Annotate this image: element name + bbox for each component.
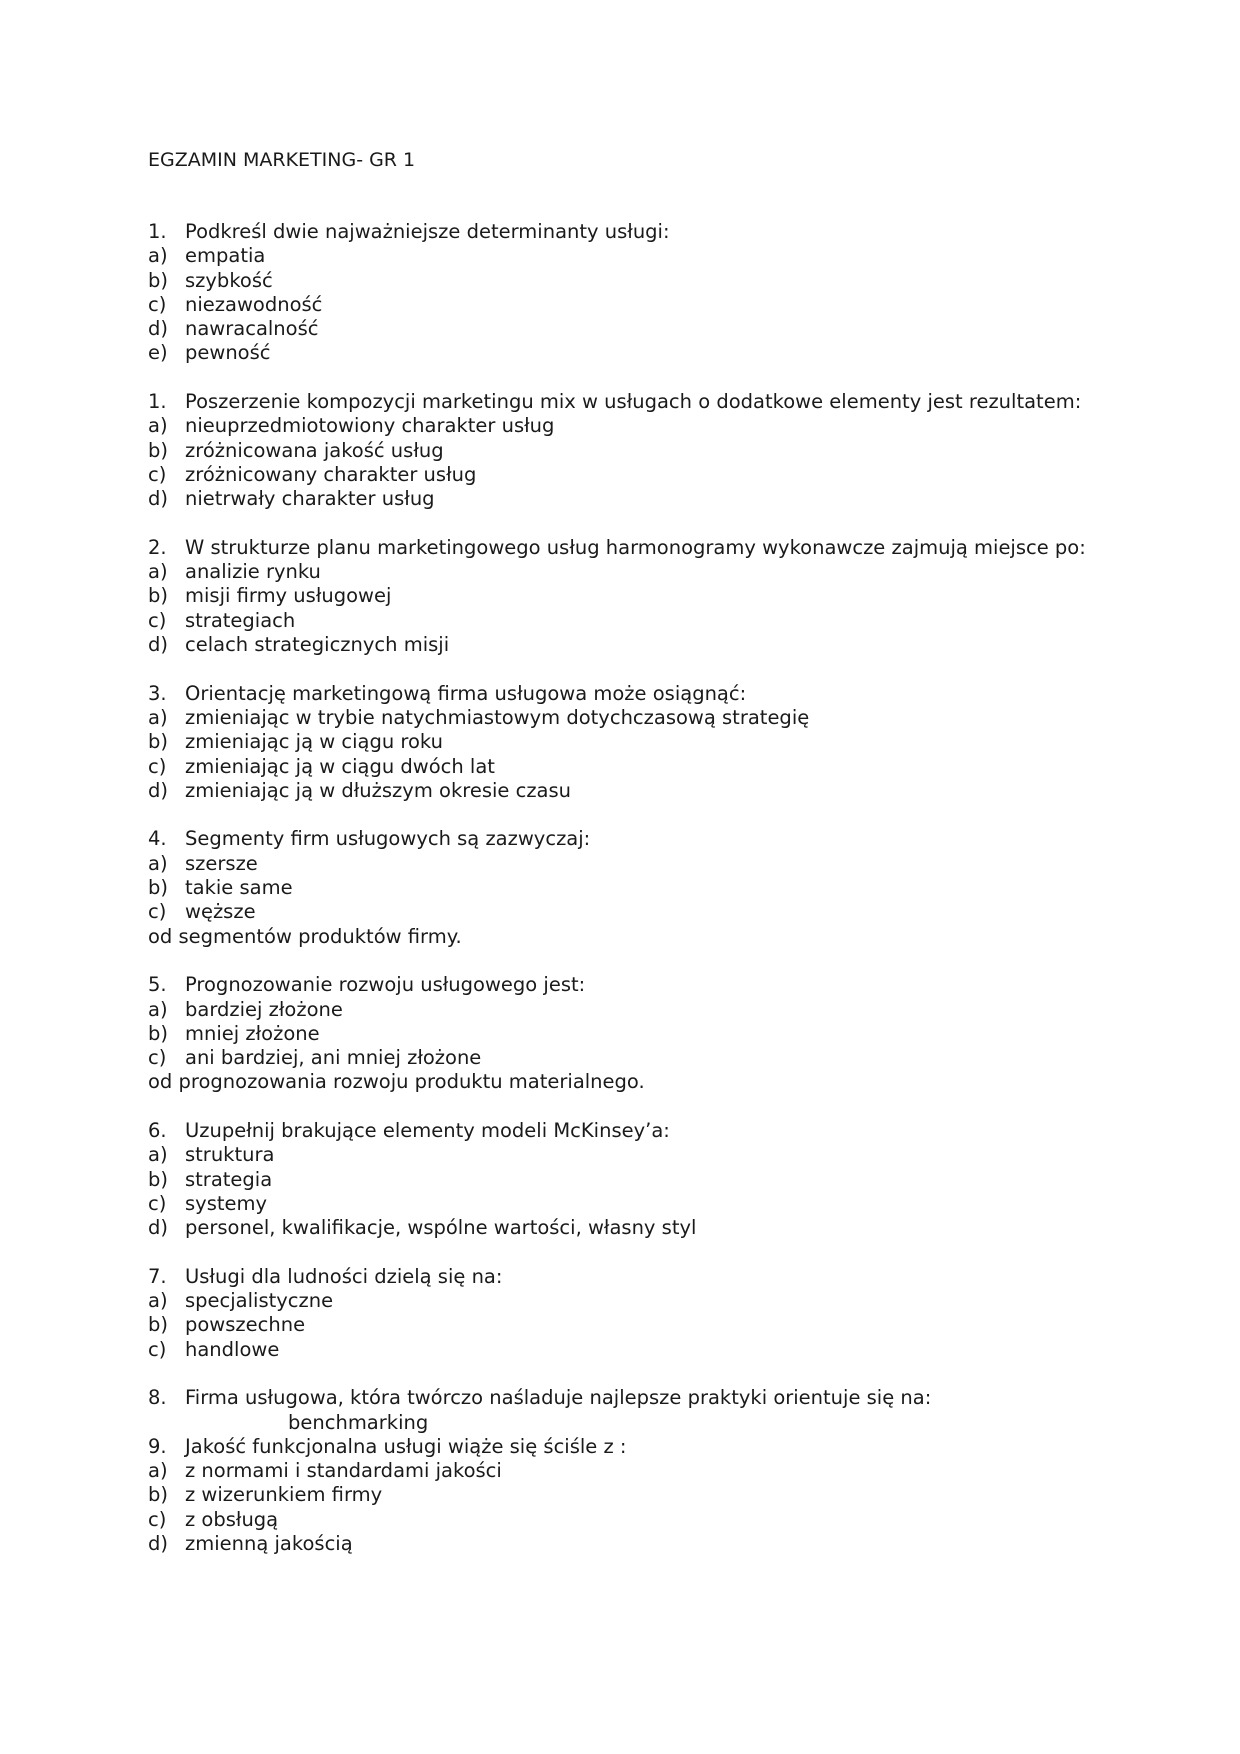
- question-line: [148, 1386, 1092, 1410]
- option-text: z wizerunkiem firmy: [185, 1483, 383, 1507]
- option-label: a): [148, 705, 168, 729]
- option-line: [148, 1143, 1092, 1167]
- option-text: szybkość: [185, 268, 273, 292]
- option-text: empatia: [185, 244, 266, 268]
- option-text: personel, kwalifikacje, wspólne wartości, własny styl: [185, 1216, 697, 1240]
- option-label: b): [148, 1313, 168, 1337]
- option-line: [148, 244, 1092, 268]
- question-block: [148, 827, 1092, 948]
- option-label: c): [148, 900, 167, 924]
- option-line: [148, 293, 1092, 317]
- option-label: b): [148, 438, 168, 462]
- option-label: b): [148, 1167, 168, 1191]
- option-label: b): [148, 1021, 168, 1045]
- question-line: [148, 1119, 1092, 1143]
- option-label: b): [148, 1483, 168, 1507]
- option-line: [148, 414, 1092, 438]
- question-text: Orientację marketingową firma usługowa może osiągnąć:: [185, 681, 747, 705]
- option-line: [148, 1313, 1092, 1337]
- option-label: b): [148, 730, 168, 754]
- option-line: [148, 1289, 1092, 1313]
- option-text: handlowe: [185, 1337, 280, 1361]
- option-line: [148, 341, 1092, 365]
- option-label: e): [148, 341, 168, 365]
- option-label: d): [148, 317, 168, 341]
- question-block: [148, 1119, 1092, 1240]
- question-text: Segmenty firm usługowych są zazwyczaj:: [185, 827, 591, 851]
- option-text: z obsługą: [185, 1507, 279, 1531]
- question-number: 3.: [148, 681, 167, 705]
- question-list: [148, 220, 1092, 1581]
- option-label: c): [148, 462, 167, 486]
- option-line: [148, 730, 1092, 754]
- option-label: a): [148, 244, 168, 268]
- question-number: 1.: [148, 390, 167, 414]
- option-label: a): [148, 1289, 168, 1313]
- option-label: d): [148, 633, 168, 657]
- option-label: d): [148, 778, 168, 802]
- question-number: 4.: [148, 827, 167, 851]
- question-text: Prognozowanie rozwoju usługowego jest:: [185, 973, 586, 997]
- option-line: [148, 1192, 1092, 1216]
- question-number: 7.: [148, 1264, 167, 1288]
- question-line: [148, 973, 1092, 997]
- question-line: [148, 1435, 1092, 1459]
- question-trailing-text: od segmentów produktów firmy.: [148, 924, 462, 948]
- option-label: a): [148, 1459, 168, 1483]
- option-line: [148, 1046, 1092, 1070]
- option-label: b): [148, 584, 168, 608]
- option-line: [148, 317, 1092, 341]
- exam-title: EGZAMIN MARKETING- GR 1: [148, 149, 416, 171]
- option-label: d): [148, 1216, 168, 1240]
- option-label: c): [148, 1337, 167, 1361]
- option-text: powszechne: [185, 1313, 306, 1337]
- option-label: b): [148, 268, 168, 292]
- option-label: c): [148, 608, 167, 632]
- option-label: a): [148, 414, 168, 438]
- option-text: specjalistyczne: [185, 1289, 334, 1313]
- option-line: [148, 706, 1092, 730]
- question-number: 2.: [148, 535, 167, 559]
- option-line: [148, 584, 1092, 608]
- question-block: [148, 220, 1092, 366]
- option-text: mniej złożone: [185, 1021, 320, 1045]
- option-line: [148, 1483, 1092, 1507]
- option-line: [148, 852, 1092, 876]
- option-text: zróżnicowany charakter usług: [185, 462, 477, 486]
- option-text: strategiach: [185, 608, 296, 632]
- question-block: [148, 536, 1092, 657]
- option-line: [148, 1168, 1092, 1192]
- question-block: [148, 1265, 1092, 1362]
- option-line: [148, 463, 1092, 487]
- option-text: nawracalność: [185, 317, 319, 341]
- question-answer: benchmarking: [288, 1410, 429, 1434]
- option-text: zróżnicowana jakość usług: [185, 438, 444, 462]
- option-line: [148, 876, 1092, 900]
- option-line: [148, 1532, 1092, 1556]
- option-line: [148, 1338, 1092, 1362]
- option-line: [148, 269, 1092, 293]
- option-text: analizie rynku: [185, 560, 321, 584]
- option-line: [148, 755, 1092, 779]
- question-text: Firma usługowa, która twórczo naśladuje najlepsze praktyki orientuje się na:: [185, 1386, 932, 1410]
- option-text: systemy: [185, 1191, 268, 1215]
- option-text: celach strategicznych misji: [185, 633, 450, 657]
- option-text: zmieniając ją w ciągu roku: [185, 730, 443, 754]
- question-number: 9.: [148, 1434, 167, 1458]
- option-label: a): [148, 997, 168, 1021]
- question-text: Jakość funkcjonalna usługi wiąże się ściśle z :: [185, 1434, 627, 1458]
- option-label: b): [148, 876, 168, 900]
- question-line: [148, 390, 1092, 414]
- question-line: [148, 1265, 1092, 1289]
- option-line: [148, 560, 1092, 584]
- question-number: 1.: [148, 220, 167, 243]
- option-label: d): [148, 1532, 168, 1556]
- question-text: Poszerzenie kompozycji marketingu mix w usługach o dodatkowe elementy jest rezultatem:: [185, 390, 1082, 414]
- question-trailing-text: od prognozowania rozwoju produktu materialnego.: [148, 1070, 645, 1094]
- option-line: [148, 609, 1092, 633]
- question-text: Podkreśl dwie najważniejsze determinanty usługi:: [185, 220, 670, 243]
- option-text: z normami i standardami jakości: [185, 1459, 502, 1483]
- option-line: [148, 779, 1092, 803]
- option-text: węższe: [185, 900, 256, 924]
- option-label: a): [148, 1143, 168, 1167]
- option-line: [148, 439, 1092, 463]
- question-line: [148, 827, 1092, 851]
- question-number: 8.: [148, 1386, 167, 1410]
- question-text: W strukturze planu marketingowego usług harmonogramy wykonawcze zajmują miejsce po:: [185, 535, 1086, 559]
- question-text: Uzupełnij brakujące elementy modeli McKinsey’a:: [185, 1118, 670, 1142]
- option-text: bardziej złożone: [185, 997, 343, 1021]
- option-text: nieuprzedmiotowiony charakter usług: [185, 414, 555, 438]
- option-line: [148, 998, 1092, 1022]
- option-label: a): [148, 851, 168, 875]
- option-text: zmienną jakością: [185, 1532, 353, 1556]
- question-block: [148, 390, 1092, 511]
- option-label: d): [148, 487, 168, 511]
- option-text: zmieniając ją w ciągu dwóch lat: [185, 754, 495, 778]
- option-text: zmieniając ją w dłuższym okresie czasu: [185, 778, 572, 802]
- option-line: [148, 1216, 1092, 1240]
- option-text: struktura: [185, 1143, 275, 1167]
- option-label: c): [148, 754, 167, 778]
- option-line: [148, 487, 1092, 511]
- question-number: 6.: [148, 1118, 167, 1142]
- option-text: pewność: [185, 341, 271, 365]
- option-line: [148, 900, 1092, 924]
- option-label: c): [148, 292, 167, 316]
- option-text: ani bardziej, ani mniej złożone: [185, 1046, 482, 1070]
- option-text: zmieniając w trybie natychmiastowym dotychczasową strategię: [185, 705, 810, 729]
- option-line: [148, 633, 1092, 657]
- option-line: [148, 1508, 1092, 1532]
- question-block: [148, 973, 1092, 1094]
- option-line: [148, 1022, 1092, 1046]
- option-text: strategia: [185, 1167, 273, 1191]
- question-block: [148, 1435, 1092, 1556]
- option-text: niezawodność: [185, 292, 323, 316]
- question-block: [148, 1386, 1092, 1435]
- question-line: [148, 536, 1092, 560]
- question-text: Usługi dla ludności dzielą się na:: [185, 1264, 503, 1288]
- option-label: c): [148, 1046, 167, 1070]
- option-line: [148, 1459, 1092, 1483]
- question-line: [148, 220, 1092, 244]
- option-text: misji firmy usługowej: [185, 584, 392, 608]
- option-label: a): [148, 560, 168, 584]
- question-number: 5.: [148, 973, 167, 997]
- option-label: c): [148, 1191, 167, 1215]
- question-line: [148, 682, 1092, 706]
- option-label: c): [148, 1507, 167, 1531]
- question-block: [148, 682, 1092, 803]
- option-text: takie same: [185, 876, 293, 900]
- option-text: szersze: [185, 851, 258, 875]
- option-text: nietrwały charakter usług: [185, 487, 435, 511]
